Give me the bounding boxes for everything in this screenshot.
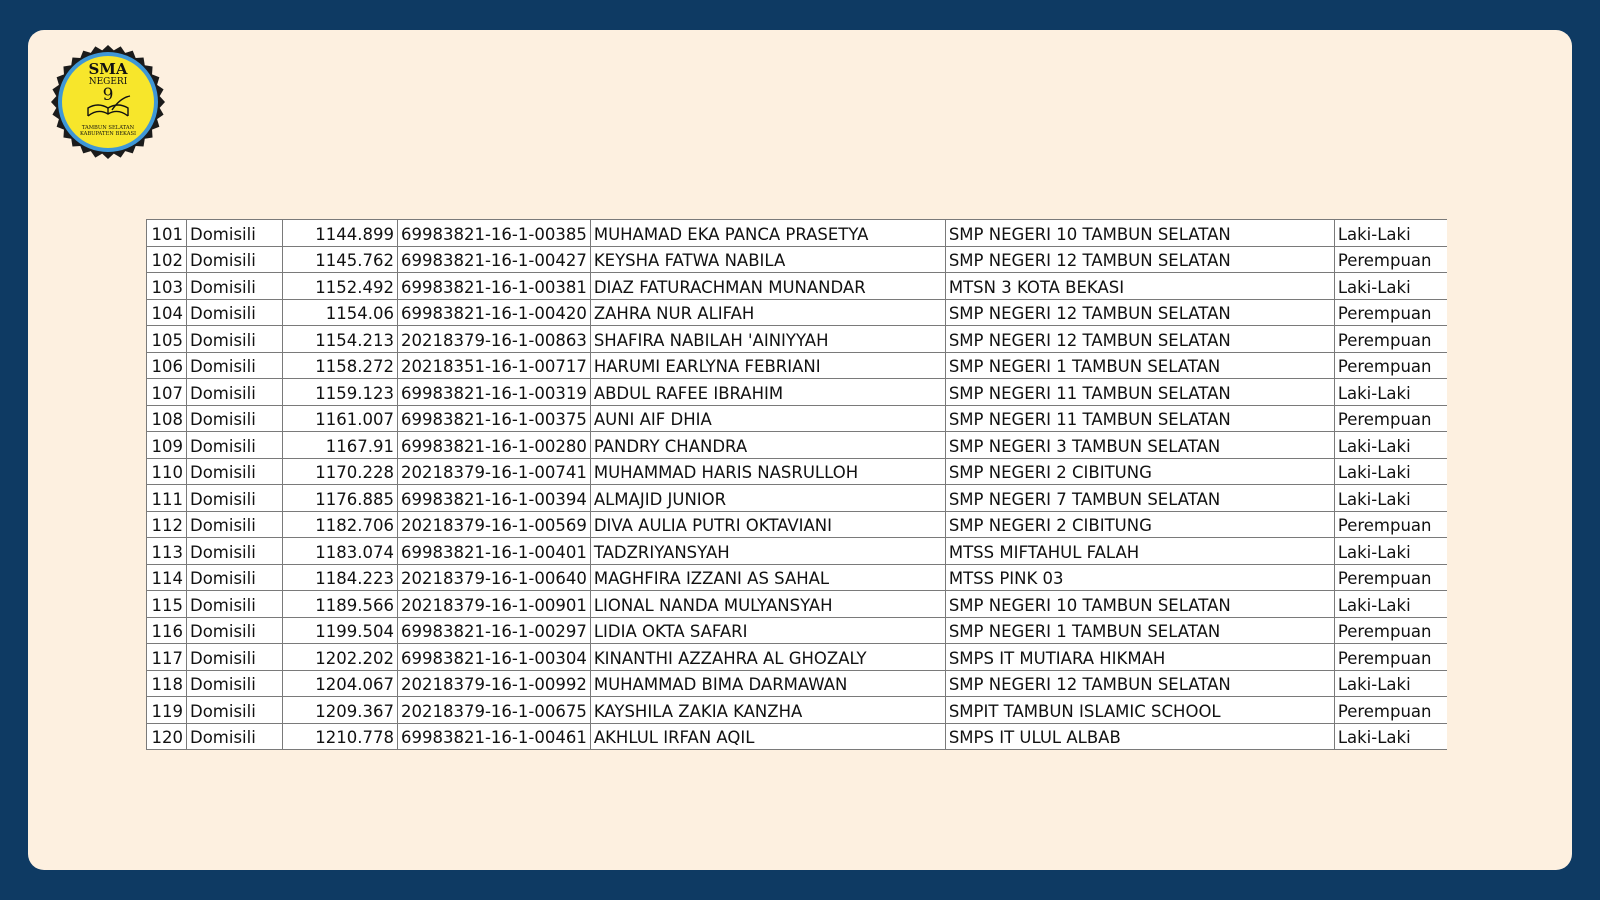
student-name-cell: TADZRIYANSYAH — [590, 538, 945, 565]
registration-number-cell: 69983821-16-1-00304 — [398, 644, 591, 671]
score-cell: 1159.123 — [283, 379, 398, 406]
origin-school-cell: SMP NEGERI 1 TAMBUN SELATAN — [945, 617, 1334, 644]
registration-number-cell: 20218351-16-1-00717 — [398, 352, 591, 379]
rank-cell: 113 — [147, 538, 187, 565]
student-name-cell: AKHLUL IRFAN AQIL — [590, 723, 945, 750]
student-name-cell: SHAFIRA NABILAH 'AINIYYAH — [590, 326, 945, 353]
score-cell: 1182.706 — [283, 511, 398, 538]
route-cell: Domisili — [187, 458, 283, 485]
table-row — [147, 432, 1448, 459]
student-name-cell: HARUMI EARLYNA FEBRIANI — [590, 352, 945, 379]
gender-cell: Laki-Laki — [1334, 273, 1447, 300]
origin-school-cell: SMP NEGERI 7 TAMBUN SELATAN — [945, 485, 1334, 512]
gender-cell: Perempuan — [1334, 246, 1447, 273]
gender-cell: Perempuan — [1334, 617, 1447, 644]
logo-text-regency: KABUPATEN BEKASI — [79, 131, 137, 137]
route-cell: Domisili — [187, 670, 283, 697]
registration-number-cell: 69983821-16-1-00381 — [398, 273, 591, 300]
origin-school-cell: SMP NEGERI 10 TAMBUN SELATAN — [945, 220, 1334, 247]
registration-number-cell: 69983821-16-1-00394 — [398, 485, 591, 512]
registration-number-cell: 69983821-16-1-00420 — [398, 299, 591, 326]
rank-cell: 108 — [147, 405, 187, 432]
table-row — [147, 538, 1448, 565]
origin-school-cell: SMP NEGERI 12 TAMBUN SELATAN — [945, 246, 1334, 273]
table-row — [147, 617, 1448, 644]
registration-number-cell: 20218379-16-1-00640 — [398, 564, 591, 591]
gender-cell: Perempuan — [1334, 352, 1447, 379]
student-name-cell: AUNI AIF DHIA — [590, 405, 945, 432]
table-row — [147, 220, 1448, 247]
score-cell: 1145.762 — [283, 246, 398, 273]
route-cell: Domisili — [187, 697, 283, 724]
rank-cell: 106 — [147, 352, 187, 379]
gender-cell: Laki-Laki — [1334, 485, 1447, 512]
rank-cell: 105 — [147, 326, 187, 353]
gender-cell: Perempuan — [1334, 511, 1447, 538]
registration-number-cell: 20218379-16-1-00863 — [398, 326, 591, 353]
student-name-cell: ALMAJID JUNIOR — [590, 485, 945, 512]
origin-school-cell: MTSS PINK 03 — [945, 564, 1334, 591]
route-cell: Domisili — [187, 723, 283, 750]
rank-cell: 103 — [147, 273, 187, 300]
gender-cell: Laki-Laki — [1334, 432, 1447, 459]
route-cell: Domisili — [187, 299, 283, 326]
route-cell: Domisili — [187, 644, 283, 671]
table-row — [147, 405, 1448, 432]
gender-cell: Perempuan — [1334, 697, 1447, 724]
route-cell: Domisili — [187, 538, 283, 565]
registration-number-cell: 20218379-16-1-00992 — [398, 670, 591, 697]
table-row — [147, 485, 1448, 512]
origin-school-cell: SMP NEGERI 1 TAMBUN SELATAN — [945, 352, 1334, 379]
student-name-cell: PANDRY CHANDRA — [590, 432, 945, 459]
score-cell: 1170.228 — [283, 458, 398, 485]
logo-text-number: 9 — [102, 85, 114, 105]
score-cell: 1152.492 — [283, 273, 398, 300]
score-cell: 1161.007 — [283, 405, 398, 432]
route-cell: Domisili — [187, 432, 283, 459]
gender-cell: Laki-Laki — [1334, 538, 1447, 565]
score-cell: 1144.899 — [283, 220, 398, 247]
table-row — [147, 299, 1448, 326]
rank-cell: 112 — [147, 511, 187, 538]
student-name-cell: ZAHRA NUR ALIFAH — [590, 299, 945, 326]
origin-school-cell: SMP NEGERI 10 TAMBUN SELATAN — [945, 591, 1334, 618]
registration-number-cell: 69983821-16-1-00375 — [398, 405, 591, 432]
registration-number-cell: 20218379-16-1-00569 — [398, 511, 591, 538]
table-row — [147, 458, 1448, 485]
rank-cell: 117 — [147, 644, 187, 671]
registration-number-cell: 69983821-16-1-00280 — [398, 432, 591, 459]
score-cell: 1167.91 — [283, 432, 398, 459]
student-name-cell: KEYSHA FATWA NABILA — [590, 246, 945, 273]
gender-cell: Perempuan — [1334, 564, 1447, 591]
ranking-table — [146, 219, 1447, 750]
registration-number-cell: 69983821-16-1-00401 — [398, 538, 591, 565]
table-row — [147, 644, 1448, 671]
origin-school-cell: SMP NEGERI 3 TAMBUN SELATAN — [945, 432, 1334, 459]
gender-cell: Laki-Laki — [1334, 723, 1447, 750]
rank-cell: 104 — [147, 299, 187, 326]
gender-cell: Laki-Laki — [1334, 458, 1447, 485]
score-cell: 1154.213 — [283, 326, 398, 353]
student-name-cell: ABDUL RAFEE IBRAHIM — [590, 379, 945, 406]
student-name-cell: LIDIA OKTA SAFARI — [590, 617, 945, 644]
origin-school-cell: MTSS MIFTAHUL FALAH — [945, 538, 1334, 565]
table-row — [147, 326, 1448, 353]
gender-cell: Laki-Laki — [1334, 379, 1447, 406]
student-name-cell: KINANTHI AZZAHRA AL GHOZALY — [590, 644, 945, 671]
registration-number-cell: 20218379-16-1-00741 — [398, 458, 591, 485]
score-cell: 1176.885 — [283, 485, 398, 512]
table-row — [147, 670, 1448, 697]
student-name-cell: DIAZ FATURACHMAN MUNANDAR — [590, 273, 945, 300]
gender-cell: Laki-Laki — [1334, 670, 1447, 697]
origin-school-cell: MTSN 3 KOTA BEKASI — [945, 273, 1334, 300]
school-logo — [50, 44, 166, 160]
student-name-cell: MUHAMMAD HARIS NASRULLOH — [590, 458, 945, 485]
origin-school-cell: SMP NEGERI 2 CIBITUNG — [945, 511, 1334, 538]
table-row — [147, 511, 1448, 538]
student-name-cell: DIVA AULIA PUTRI OKTAVIANI — [590, 511, 945, 538]
origin-school-cell: SMP NEGERI 12 TAMBUN SELATAN — [945, 299, 1334, 326]
route-cell: Domisili — [187, 564, 283, 591]
score-cell: 1209.367 — [283, 697, 398, 724]
score-cell: 1204.067 — [283, 670, 398, 697]
route-cell: Domisili — [187, 326, 283, 353]
rank-cell: 107 — [147, 379, 187, 406]
route-cell: Domisili — [187, 220, 283, 247]
logo-text-sma: SMA — [88, 60, 128, 78]
student-name-cell: MUHAMMAD BIMA DARMAWAN — [590, 670, 945, 697]
table-row — [147, 697, 1448, 724]
origin-school-cell: SMP NEGERI 11 TAMBUN SELATAN — [945, 379, 1334, 406]
gender-cell: Perempuan — [1334, 299, 1447, 326]
student-name-cell: LIONAL NANDA MULYANSYAH — [590, 591, 945, 618]
registration-number-cell: 69983821-16-1-00427 — [398, 246, 591, 273]
rank-cell: 115 — [147, 591, 187, 618]
table-row — [147, 379, 1448, 406]
table-row — [147, 352, 1448, 379]
route-cell: Domisili — [187, 511, 283, 538]
rank-cell: 109 — [147, 432, 187, 459]
score-cell: 1199.504 — [283, 617, 398, 644]
rank-cell: 118 — [147, 670, 187, 697]
registration-number-cell: 69983821-16-1-00319 — [398, 379, 591, 406]
score-cell: 1184.223 — [283, 564, 398, 591]
table-row — [147, 246, 1448, 273]
gender-cell: Laki-Laki — [1334, 220, 1447, 247]
registration-number-cell: 20218379-16-1-00901 — [398, 591, 591, 618]
table-row — [147, 591, 1448, 618]
table-row — [147, 723, 1448, 750]
student-name-cell: MUHAMAD EKA PANCA PRASETYA — [590, 220, 945, 247]
score-cell: 1202.202 — [283, 644, 398, 671]
registration-number-cell: 69983821-16-1-00297 — [398, 617, 591, 644]
rank-cell: 114 — [147, 564, 187, 591]
rank-cell: 102 — [147, 246, 187, 273]
registration-number-cell: 69983821-16-1-00385 — [398, 220, 591, 247]
score-cell: 1154.06 — [283, 299, 398, 326]
rank-cell: 101 — [147, 220, 187, 247]
table-row — [147, 564, 1448, 591]
route-cell: Domisili — [187, 617, 283, 644]
route-cell: Domisili — [187, 273, 283, 300]
origin-school-cell: SMP NEGERI 2 CIBITUNG — [945, 458, 1334, 485]
score-cell: 1189.566 — [283, 591, 398, 618]
rank-cell: 116 — [147, 617, 187, 644]
score-cell: 1210.778 — [283, 723, 398, 750]
origin-school-cell: SMPS IT MUTIARA HIKMAH — [945, 644, 1334, 671]
origin-school-cell: SMPS IT ULUL ALBAB — [945, 723, 1334, 750]
gender-cell: Perempuan — [1334, 405, 1447, 432]
logo-text-district: TAMBUN SELATAN — [81, 125, 135, 131]
rank-cell: 119 — [147, 697, 187, 724]
score-cell: 1183.074 — [283, 538, 398, 565]
content-card — [28, 30, 1572, 870]
rank-cell: 111 — [147, 485, 187, 512]
route-cell: Domisili — [187, 246, 283, 273]
origin-school-cell: SMP NEGERI 12 TAMBUN SELATAN — [945, 670, 1334, 697]
registration-number-cell: 69983821-16-1-00461 — [398, 723, 591, 750]
registration-number-cell: 20218379-16-1-00675 — [398, 697, 591, 724]
gender-cell: Perempuan — [1334, 326, 1447, 353]
score-cell: 1158.272 — [283, 352, 398, 379]
origin-school-cell: SMPIT TAMBUN ISLAMIC SCHOOL — [945, 697, 1334, 724]
rank-cell: 110 — [147, 458, 187, 485]
route-cell: Domisili — [187, 379, 283, 406]
route-cell: Domisili — [187, 485, 283, 512]
logo-text-negeri: NEGERI — [88, 77, 128, 87]
origin-school-cell: SMP NEGERI 11 TAMBUN SELATAN — [945, 405, 1334, 432]
rank-cell: 120 — [147, 723, 187, 750]
student-name-cell: KAYSHILA ZAKIA KANZHA — [590, 697, 945, 724]
school-seal-icon — [50, 44, 166, 160]
gender-cell: Perempuan — [1334, 644, 1447, 671]
table-row — [147, 273, 1448, 300]
student-name-cell: MAGHFIRA IZZANI AS SAHAL — [590, 564, 945, 591]
origin-school-cell: SMP NEGERI 12 TAMBUN SELATAN — [945, 326, 1334, 353]
gender-cell: Laki-Laki — [1334, 591, 1447, 618]
route-cell: Domisili — [187, 352, 283, 379]
route-cell: Domisili — [187, 405, 283, 432]
route-cell: Domisili — [187, 591, 283, 618]
